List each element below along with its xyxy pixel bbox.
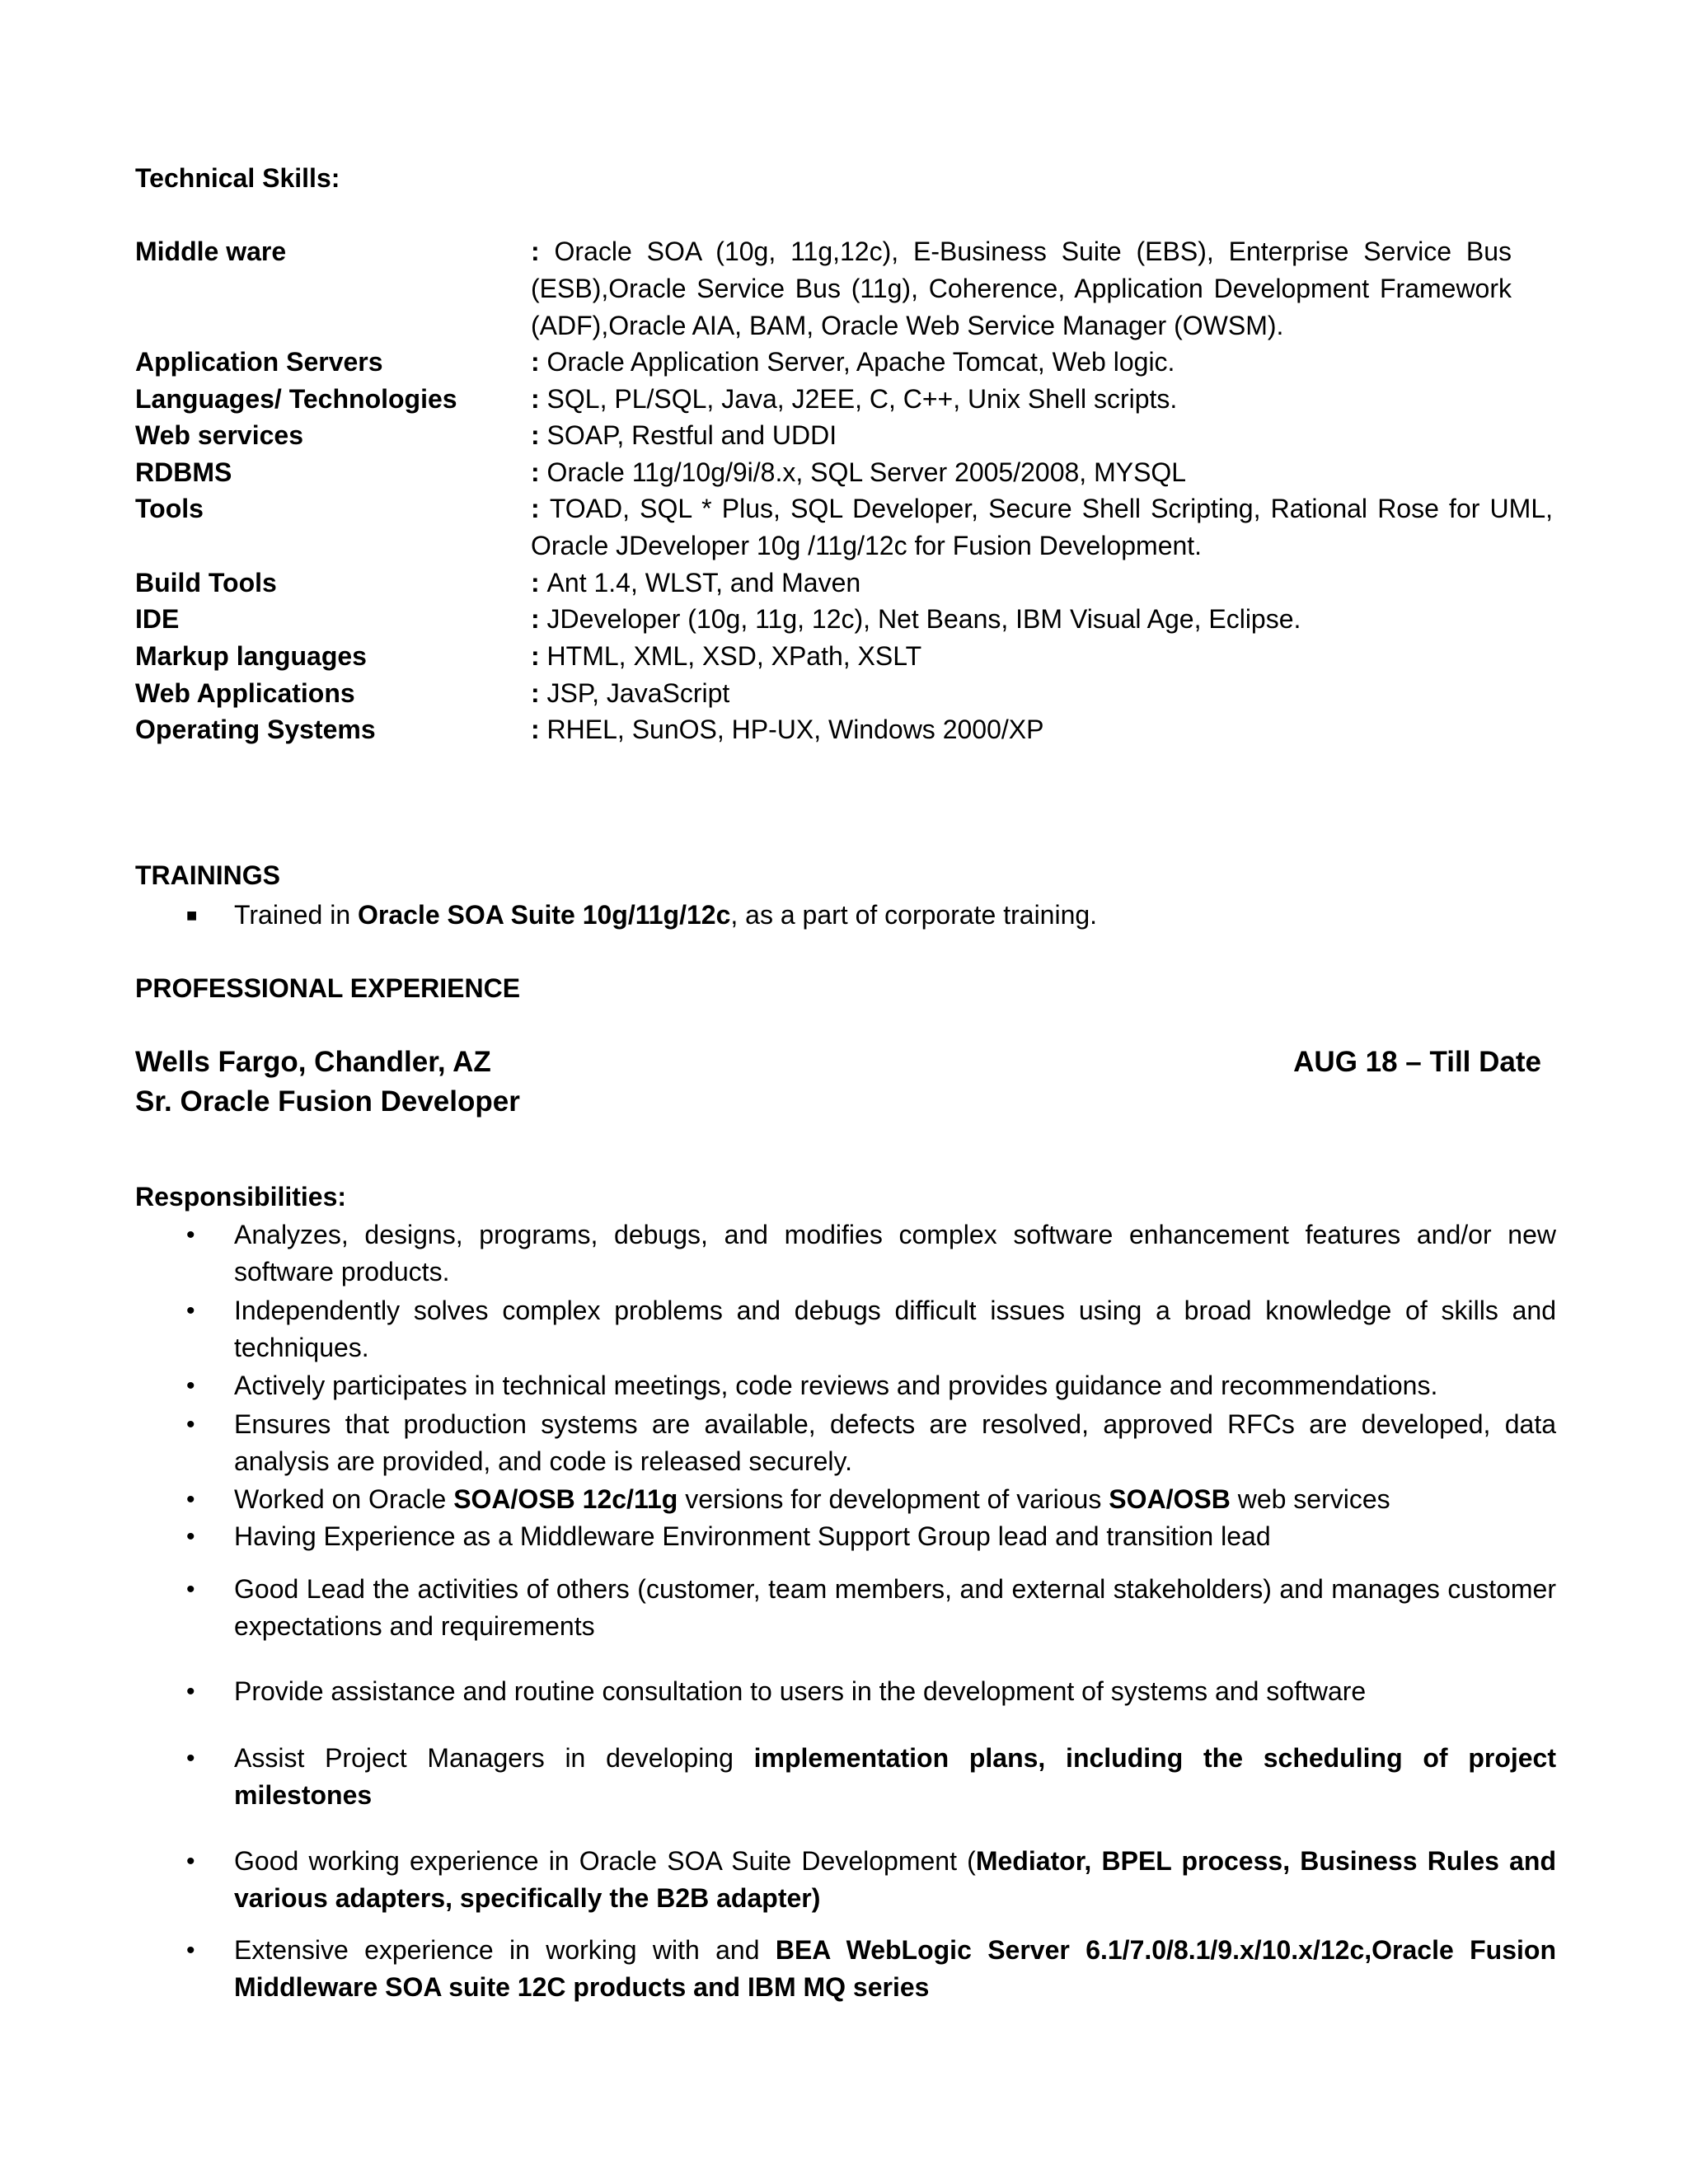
skill-value: Ant 1.4, WLST, and Maven [546, 568, 861, 598]
responsibilities-heading: Responsibilities: [135, 1182, 347, 1212]
technical-skills-heading: Technical Skills: [135, 163, 340, 193]
bullet-icon: • [186, 1411, 195, 1438]
skill-label: IDE [135, 604, 180, 634]
skill-label: Languages/ Technologies [135, 384, 457, 414]
skill-row-middleware: Middle ware : Oracle SOA (10g, 11g,12c), E-Business Suite (EBS), Enterprise Service Bus (ESB),Oracle Service Bus (11g), Coherence, Application Development Framework (ADF),Oracle AIA, BAM, Oracle Web Service Manager (OWSM). [135, 233, 1553, 344]
bullet-icon: • [186, 1745, 195, 1772]
skill-label: Operating Systems [135, 715, 376, 744]
company-name: Wells Fargo, Chandler, AZ [135, 1046, 491, 1078]
skill-label: Middle ware [135, 237, 287, 266]
skill-label: Build Tools [135, 568, 277, 598]
skill-value: SOAP, Restful and UDDI [546, 420, 837, 450]
bullet-icon: • [186, 1297, 195, 1324]
bullet-icon: • [186, 1848, 195, 1875]
skill-value: Oracle Application Server, Apache Tomcat, Web logic. [546, 347, 1175, 377]
skill-label: RDBMS [135, 457, 232, 487]
skill-value: Oracle 11g/10g/9i/8.x, SQL Server 2005/2008, MYSQL [546, 457, 1187, 487]
bullet-icon: • [186, 1523, 195, 1550]
bullet-icon: • [186, 1576, 195, 1603]
skill-value: RHEL, SunOS, HP-UX, Windows 2000/XP [546, 715, 1044, 744]
skill-label: Web services [135, 420, 303, 450]
skill-value: JDeveloper (10g, 11g, 12c), Net Beans, IBM Visual Age, Eclipse. [546, 604, 1301, 634]
bullet-icon: • [186, 1678, 195, 1705]
square-bullet-icon: ■ [186, 905, 198, 926]
job-dates: AUG 18 – Till Date [1293, 1046, 1541, 1078]
trainings-heading: TRAININGS [135, 860, 280, 890]
bullet-icon: • [186, 1221, 195, 1249]
skill-value: JSP, JavaScript [546, 678, 730, 708]
job-title: Sr. Oracle Fusion Developer [135, 1085, 520, 1118]
bullet-icon: • [186, 1937, 195, 1964]
skill-value: TOAD, SQL * Plus, SQL Developer, Secure Shell Scripting, Rational Rose for UML, Oracle JDeveloper 10g /11g/12c for Fusion Development. [531, 494, 1553, 560]
skill-label: Web Applications [135, 678, 355, 708]
resume-page: Technical Skills: Middle ware : Oracle SOA (10g, 11g,12c), E-Business Suite (EBS), Enterprise Service Bus (ESB),Oracle Service Bus (11g), Coherence, Application Development Framework (ADF),Oracle AIA, BAM, Oracle Web Service Manager (OWSM). Application Servers : Oracle Application Server, Apache Tomcat, Web logic. Languages/ Technologies : SQL, PL/SQL, Java, J2EE, C, C++, Unix Shell scripts. Web services : SOAP, Restful and UDDI RDBMS : Oracle 11g/10g/9i/8.x, SQL Server 2005/2008, MYSQL Tools : TOAD, SQL * Plus, SQL Developer, Secure Shell Scripting, Rational Rose for UML, Oracle JDeveloper 10g /11g/12c for Fusion Development. Build Tools : Ant 1.4, WLST, and Maven IDE : JDeveloper (10g, 11g, 12c), Net Beans, IBM Visual Age, Eclipse. Markup languages : HTML, XML, XSD, XPath, XSLT Web Applications : JSP, JavaScript Operating Systems : RHEL, SunOS, HP-UX, Windows 2000/XP TRAININGS ■ Trained in Oracle SOA Suite 10g/11g/12c, as a part of corporate training. PROFESSIONAL EXPERIENCE Wells Fargo, Chandler, AZ AUG 18 – Till Date Sr. Oracle Fusion Developer Responsibilities: • Analyzes, designs, programs, debugs, and modifies complex software enhancement features and/or new software products. • Independently solves complex problems and debugs difficult issues using a broad knowledge of skills and techniques. • Actively participates in technical meetings, code reviews and provides guidance and recommendations. • Ensures that production systems are available, defects are resolved, approved RFCs are developed, data analysis are provided, and code is released securely. • Worked on Oracle SOA/OSB 12c/11g versions for development of various SOA/OSB web services • Having Experience as a Middleware Environment Support Group lead and transition lead • Good Lead the activities of others (customer, team members, and external stakeholders) and manages customer expectations and requirements • Provide assistance and routine consultation to users in the development of systems and software • Assist Project Managers in developing implementation plans, including the scheduling of project milestones • Good working experience in Oracle SOA Suite Development (Mediator, BPEL process, Business Rules and various adapters, specifically the B2B adapter) • Extensive experience in working with and BEA WebLogic Server 6.1/7.0/8.1/9.x/10.x/12c,Oracle Fusion Middleware SOA suite 12C products and IBM MQ series [0, 0, 1688, 2184]
skill-value: Oracle SOA (10g, 11g,12c), E-Business Suite (EBS), Enterprise Service Bus (ESB),Oracle Service Bus (11g), Coherence, Application Development Framework (ADF),Oracle AIA, BAM, Oracle Web Service Manager (OWSM). [531, 237, 1512, 340]
skill-label: Tools [135, 494, 204, 523]
bullet-icon: • [186, 1372, 195, 1399]
skill-value: HTML, XML, XSD, XPath, XSLT [546, 641, 922, 671]
bullet-icon: • [186, 1486, 195, 1513]
skill-label: Markup languages [135, 641, 367, 671]
skill-value: SQL, PL/SQL, Java, J2EE, C, C++, Unix Shell scripts. [546, 384, 1178, 414]
skill-label: Application Servers [135, 347, 383, 377]
professional-experience-heading: PROFESSIONAL EXPERIENCE [135, 973, 521, 1003]
